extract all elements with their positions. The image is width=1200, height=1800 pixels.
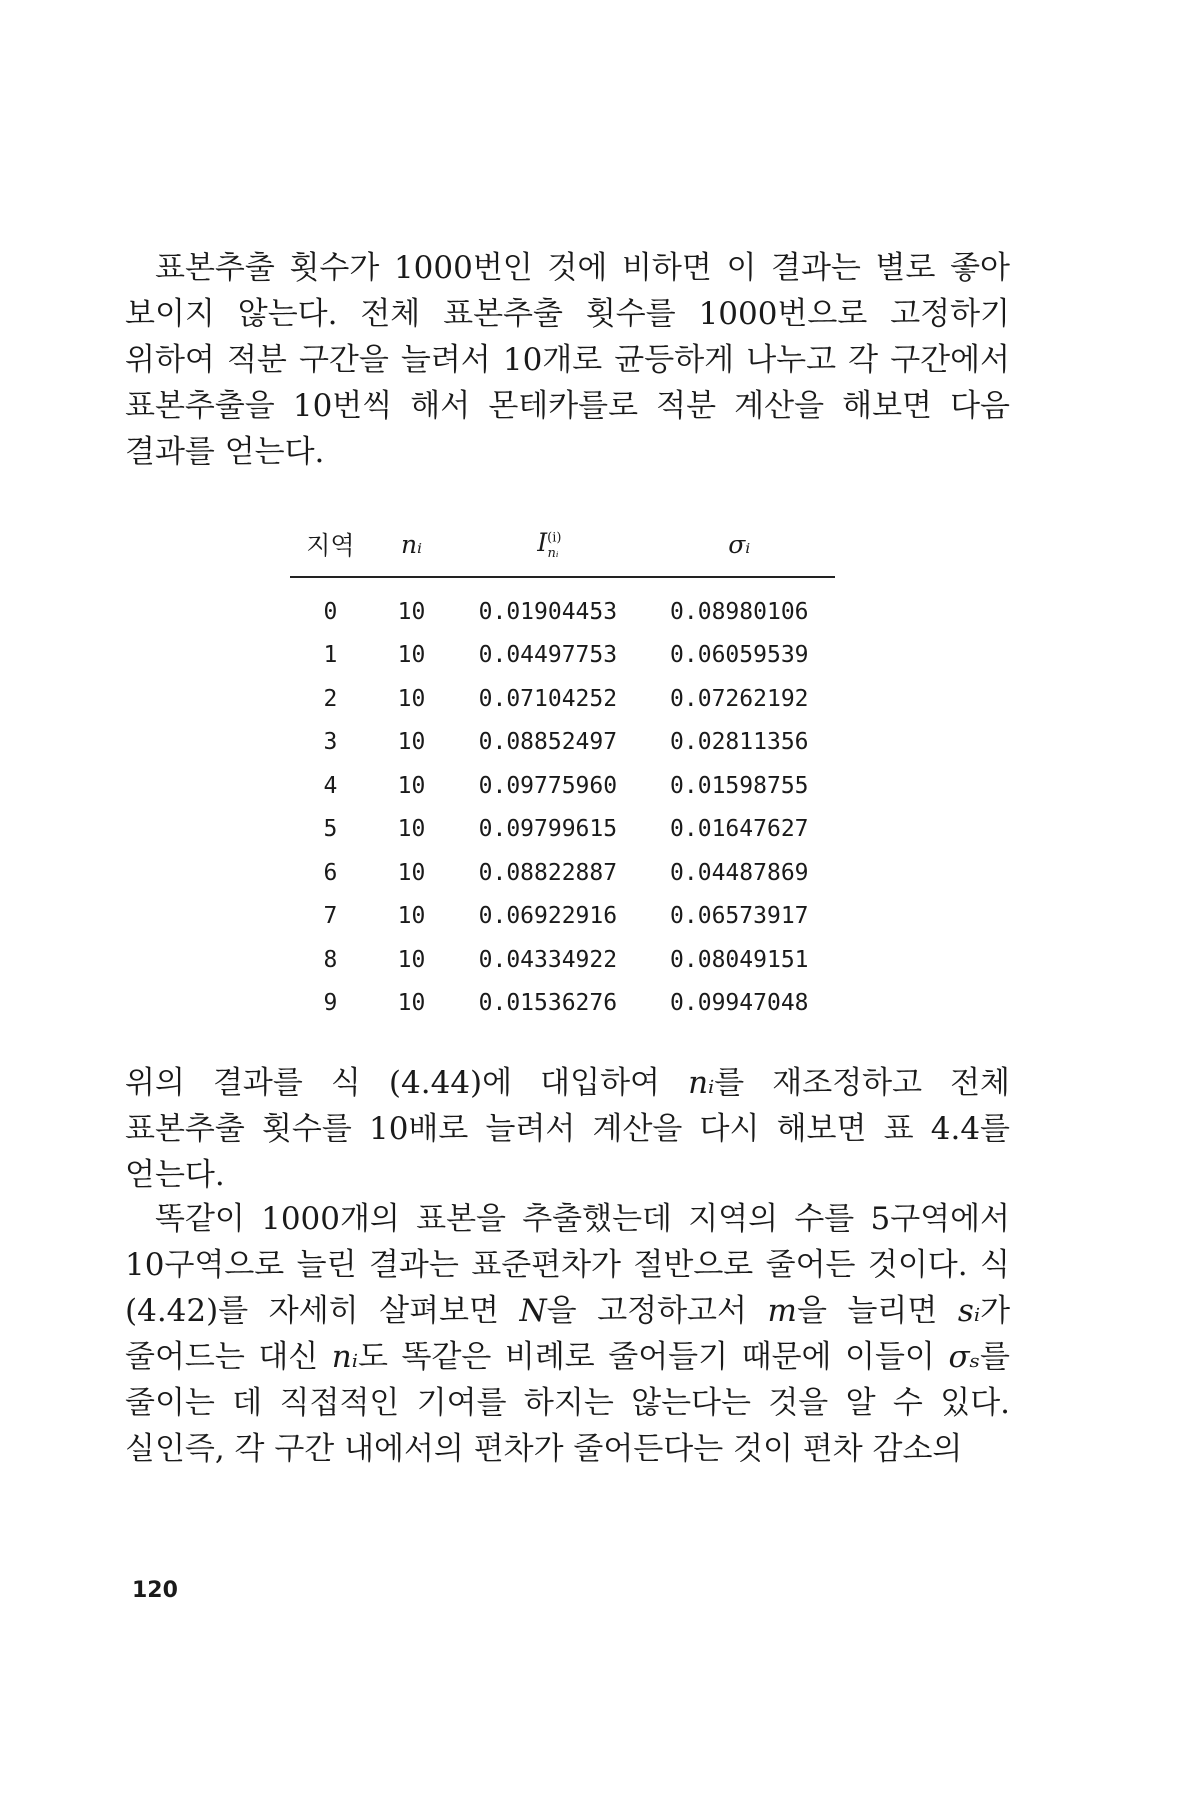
cell-sigma: 0.01598755 — [670, 772, 809, 799]
table-row — [290, 851, 835, 895]
table-row — [290, 634, 835, 678]
cell-sigma: 0.06573917 — [670, 903, 809, 930]
cell-region: 5 — [323, 816, 338, 843]
cell-sigma: 0.09947048 — [670, 990, 809, 1017]
cell-region: 1 — [323, 642, 338, 669]
page-number: 120 — [132, 1578, 178, 1603]
cell-sigma: 0.04487869 — [670, 859, 809, 886]
table-row — [290, 721, 835, 765]
paragraph-intro: 표본추출 횟수가 1000번인 것에 비하면 이 결과는 별로 좋아 보이지 않는다. 전체 표본추출 횟수를 1000번으로 고정하기 위하여 적분 구간을 늘려서 10개로 균등하게 나누고 각 구간에서 표본추출을 10번씩 해서 몬테카를로 적분 계산을 해보면 다음 결과를 얻는다. — [125, 250, 1010, 470]
cell-region: 2 — [323, 685, 338, 712]
header-sigma: σᵢ — [728, 529, 751, 559]
paragraph-after-table: 위의 결과를 식 (4.44)에 대입하여 nᵢ를 재조정하고 전체 표본추출 횟수를 10배로 늘려서 계산을 다시 해보면 표 4.4를 얻는다. — [125, 1065, 1011, 1193]
cell-n: 10 — [397, 598, 426, 625]
results-table — [290, 520, 835, 1025]
table-row — [290, 982, 835, 1026]
cell-integral: 0.01904453 — [478, 598, 618, 625]
header-region: 지역 — [306, 531, 355, 560]
cell-n: 10 — [397, 903, 426, 930]
cell-integral: 0.09799615 — [478, 816, 618, 843]
cell-region: 8 — [323, 946, 338, 973]
header-n: nᵢ — [400, 529, 423, 559]
cell-sigma: 0.08980106 — [670, 598, 809, 625]
paragraph-explanation: 똑같이 1000개의 표본을 추출했는데 지역의 수를 5구역에서 10구역으로 늘린 결과는 표준편차가 절반으로 줄어든 것이다. 식 (4.42)를 자세히 살펴보면 N을 고정하고서 m을 늘리면 sᵢ가 줄어드는 대신 nᵢ도 똑같은 비례로 줄어들기 때문에 이들이 σₛ를 줄이는 데 직접적인 기여를 하지는 않는다는 것을 알 수 있다. 실인즉, 각 구간 내에서의 편차가 줄어든다는 것이 편차 감소의 — [125, 1201, 1011, 1467]
cell-region: 7 — [323, 903, 338, 930]
cell-sigma: 0.02811356 — [670, 729, 809, 756]
math-N: N — [519, 1293, 547, 1329]
results-table-container — [290, 520, 835, 1025]
table-row — [290, 764, 835, 808]
cell-integral: 0.08822887 — [478, 859, 618, 886]
table-row — [290, 895, 835, 939]
cell-region: 0 — [323, 598, 338, 625]
table-body — [290, 577, 835, 1025]
cell-sigma: 0.01647627 — [670, 816, 809, 843]
table-row — [290, 938, 835, 982]
math-m: m — [767, 1293, 797, 1329]
cell-n: 10 — [397, 859, 426, 886]
cell-n: 10 — [397, 729, 426, 756]
cell-n: 10 — [397, 685, 426, 712]
cell-n: 10 — [397, 990, 426, 1017]
cell-integral: 0.04497753 — [478, 642, 618, 669]
cell-n: 10 — [397, 946, 426, 973]
cell-n: 10 — [397, 642, 426, 669]
cell-integral: 0.04334922 — [478, 946, 618, 973]
cell-integral: 0.01536276 — [478, 990, 618, 1017]
cell-sigma: 0.06059539 — [670, 642, 809, 669]
cell-integral: 0.09775960 — [478, 772, 618, 799]
cell-sigma: 0.07262192 — [670, 685, 809, 712]
math-sigma-s: σₛ — [948, 1339, 981, 1375]
cell-region: 3 — [323, 729, 338, 756]
table-row — [290, 677, 835, 721]
cell-region: 4 — [323, 772, 338, 799]
math-s-i: sᵢ — [957, 1293, 981, 1329]
cell-integral: 0.08852497 — [478, 729, 618, 756]
header-integral: $I^{(i)}_{nᵢ}$ — [537, 527, 562, 561]
table-row — [290, 577, 835, 634]
math-n-i: nᵢ — [331, 1339, 358, 1375]
table-header-row — [290, 520, 835, 577]
cell-n: 10 — [397, 816, 426, 843]
cell-sigma: 0.08049151 — [670, 946, 809, 973]
cell-integral: 0.07104252 — [478, 685, 618, 712]
cell-n: 10 — [397, 772, 426, 799]
math-n-i: nᵢ — [688, 1065, 715, 1101]
cell-integral: 0.06922916 — [478, 903, 618, 930]
cell-region: 9 — [323, 990, 338, 1017]
table-row — [290, 808, 835, 852]
cell-region: 6 — [323, 859, 338, 886]
